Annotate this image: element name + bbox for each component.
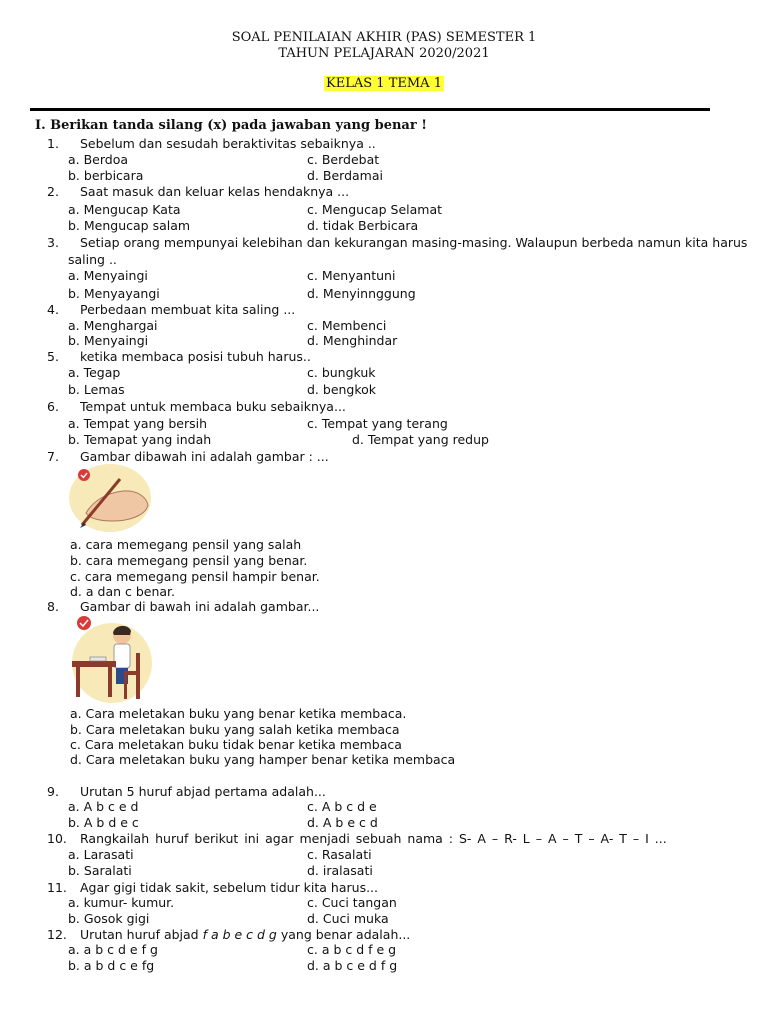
option-b[interactable]: b. Saralati	[68, 863, 132, 878]
option-a[interactable]: a. Tempat yang bersih	[68, 416, 208, 431]
question-text: Gambar di bawah ini adalah gambar...	[80, 599, 320, 614]
option-a[interactable]: a. cara memegang pensil yang salah	[70, 537, 302, 552]
question-number: 12.	[47, 927, 67, 942]
question-number: 9.	[47, 784, 59, 799]
question-text: Sebelum dan sesudah beraktivitas sebaiknya ..	[80, 136, 376, 151]
option-c[interactable]: c. Mengucap Selamat	[307, 202, 443, 217]
option-c[interactable]: c. Rasalati	[307, 847, 372, 862]
boy-reading-at-desk-illustration	[68, 613, 152, 705]
option-c[interactable]: c. Berdebat	[307, 152, 380, 167]
hand-holding-pencil-illustration	[68, 463, 152, 533]
option-a[interactable]: a. Mengucap Kata	[68, 202, 181, 217]
option-a[interactable]: a. A b c e d	[68, 799, 139, 814]
option-b[interactable]: b. Gosok gigi	[68, 911, 150, 926]
exam-title: SOAL PENILAIAN AKHIR (PAS) SEMESTER 1	[231, 30, 537, 45]
option-d[interactable]: d. Menghindar	[307, 333, 398, 348]
option-c[interactable]: c. cara memegang pensil hampir benar.	[70, 569, 320, 584]
question-number: 11.	[47, 880, 67, 895]
question-number: 2.	[47, 184, 59, 199]
option-c[interactable]: c. Menyantuni	[307, 268, 396, 283]
section-title: I. Berikan tanda silang (x) pada jawaban yang benar !	[35, 118, 427, 133]
option-d[interactable]: d. Cara meletakan buku yang hamper benar ketika membaca	[70, 752, 456, 767]
option-d[interactable]: d. a b c e d f g	[307, 958, 398, 973]
option-b[interactable]: b. A b d e c	[68, 815, 139, 830]
question-number: 4.	[47, 302, 59, 317]
question-text: Urutan 5 huruf abjad pertama adalah...	[80, 784, 326, 799]
option-c[interactable]: c. Cuci tangan	[307, 895, 397, 910]
option-b[interactable]: b. cara memegang pensil yang benar.	[70, 553, 308, 568]
option-b[interactable]: b. Lemas	[68, 382, 125, 397]
question-text: Rangkailah huruf berikut ini agar menjadi sebuah nama : S- A – R- L – A – T – A- T – I ...	[80, 831, 667, 846]
option-d[interactable]: d. Tempat yang redup	[352, 432, 489, 447]
class-theme	[0, 76, 768, 91]
option-d[interactable]: d. Menyinnggung	[307, 286, 416, 301]
option-a[interactable]: a. Larasati	[68, 847, 134, 862]
option-a[interactable]: a. Tegap	[68, 365, 121, 380]
option-b[interactable]: b. Menyayangi	[68, 286, 160, 301]
option-b[interactable]: b. a b d c e fg	[68, 958, 155, 973]
question-text-continued: saling ..	[68, 252, 117, 267]
option-d[interactable]: d. Cuci muka	[307, 911, 389, 926]
option-d[interactable]: d. bengkok	[307, 382, 377, 397]
option-c[interactable]: c. a b c d f e g	[307, 942, 397, 957]
option-a[interactable]: a. Cara meletakan buku yang benar ketika membaca.	[70, 706, 407, 721]
option-a[interactable]: a. Berdoa	[68, 152, 129, 167]
question-text: Saat masuk dan keluar kelas hendaknya ...	[80, 184, 350, 199]
option-d[interactable]: d. iralasati	[307, 863, 373, 878]
question-text: Tempat untuk membaca buku sebaiknya...	[80, 399, 346, 414]
question-text	[80, 927, 410, 942]
option-b[interactable]: b. Temapat yang indah	[68, 432, 212, 447]
option-c[interactable]: c. bungkuk	[307, 365, 376, 380]
option-a[interactable]: a. kumur- kumur.	[68, 895, 175, 910]
option-b[interactable]: b. Mengucap salam	[68, 218, 191, 233]
question-text-italic: f a b e c d g	[202, 927, 277, 942]
school-year: TAHUN PELAJARAN 2020/2021	[278, 46, 490, 61]
question-number: 6.	[47, 399, 59, 414]
option-c[interactable]: c. A b c d e	[307, 799, 377, 814]
option-d[interactable]: d. a dan c benar.	[70, 584, 176, 599]
option-a[interactable]: a. Menyaingi	[68, 268, 148, 283]
option-b[interactable]: b. Cara meletakan buku yang salah ketika membaca	[70, 722, 400, 737]
question-text: Gambar dibawah ini adalah gambar : ...	[80, 449, 329, 464]
question-number: 7.	[47, 449, 59, 464]
question-number: 8.	[47, 599, 59, 614]
option-a[interactable]: a. Menghargai	[68, 318, 158, 333]
option-d[interactable]: d. A b e c d	[307, 815, 378, 830]
question-text: Perbedaan membuat kita saling ...	[80, 302, 296, 317]
option-a[interactable]: a. a b c d e f g	[68, 942, 158, 957]
header-divider	[30, 108, 710, 111]
question-text-end: yang benar adalah...	[276, 927, 411, 942]
class-theme-label: KELAS 1 TEMA 1	[326, 76, 442, 91]
question-number: 5.	[47, 349, 59, 364]
option-d[interactable]: d. Berdamai	[307, 168, 383, 183]
option-c[interactable]: c. Membenci	[307, 318, 387, 333]
question-text: ketika membaca posisi tubuh harus..	[80, 349, 311, 364]
question-number: 10.	[47, 831, 67, 846]
question-number: 1.	[47, 136, 59, 151]
option-b[interactable]: b. berbicara	[68, 168, 144, 183]
option-b[interactable]: b. Menyaingi	[68, 333, 149, 348]
question-number: 3.	[47, 235, 59, 250]
question-text: Setiap orang mempunyai kelebihan dan kekurangan masing-masing. Walaupun berbeda namun kita harus	[80, 235, 748, 250]
option-c[interactable]: c. Cara meletakan buku tidak benar ketika membaca	[70, 737, 402, 752]
question-text-start: Urutan huruf abjad	[80, 927, 203, 942]
question-text: Agar gigi tidak sakit, sebelum tidur kita harus...	[80, 880, 378, 895]
option-c[interactable]: c. Tempat yang terang	[307, 416, 448, 431]
option-d[interactable]: d. tidak Berbicara	[307, 218, 419, 233]
